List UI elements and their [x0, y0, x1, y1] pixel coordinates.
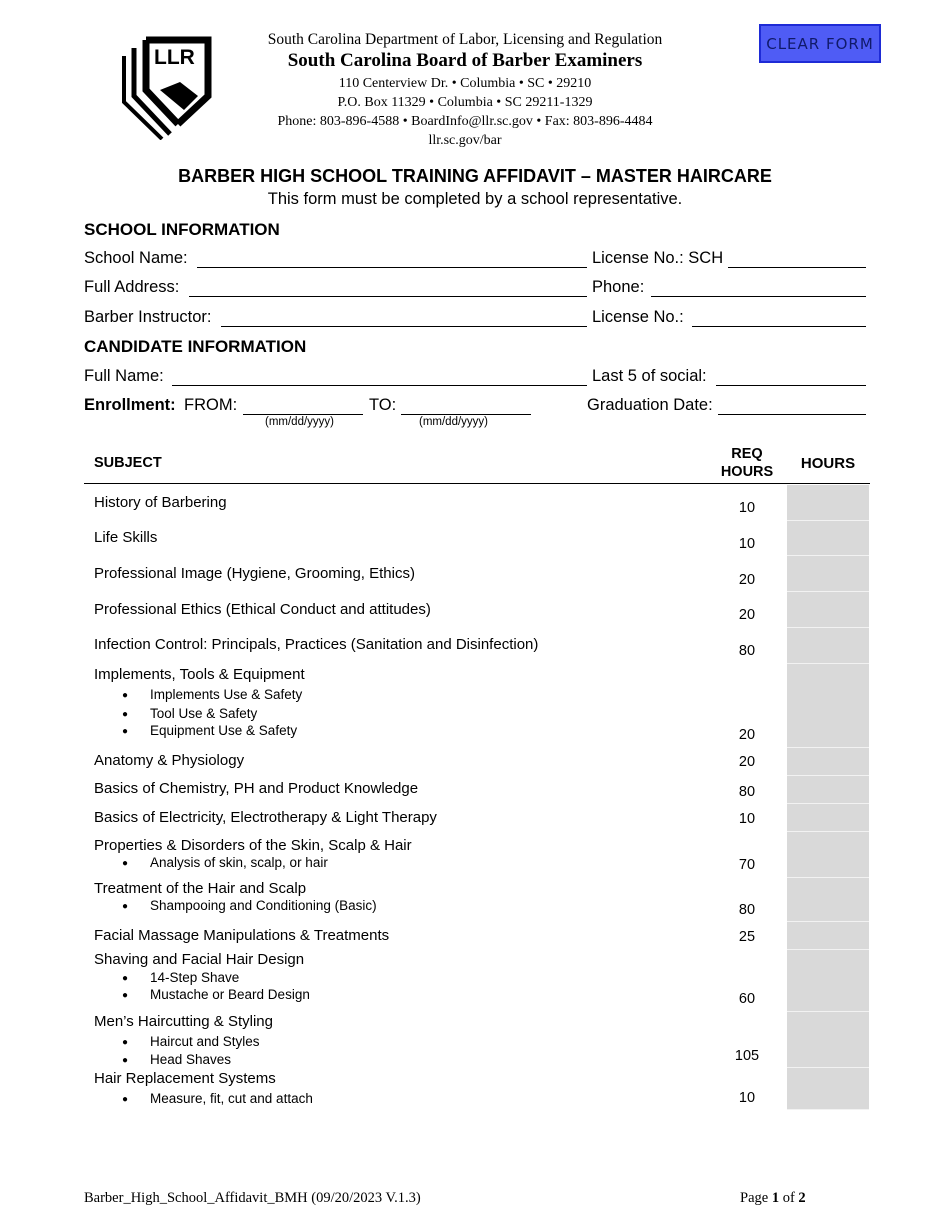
- instructor-license-field[interactable]: [692, 306, 866, 327]
- bullet-icon: ●: [122, 901, 129, 912]
- subject-subitem: Equipment Use & Safety: [150, 723, 298, 738]
- website: llr.sc.gov/bar: [428, 133, 502, 148]
- hours-input-cell[interactable]: [787, 521, 869, 556]
- hours-input-cell[interactable]: [787, 664, 869, 748]
- subject-subitem: Mustache or Beard Design: [150, 987, 310, 1002]
- to-label: TO:: [369, 396, 397, 414]
- form-subtitle: This form must be completed by a school representative.: [267, 190, 683, 208]
- bullet-icon: ●: [122, 973, 129, 984]
- instructor-license-label: License No.:: [592, 308, 684, 326]
- required-hours: 20: [738, 727, 756, 743]
- contact-line: Phone: 803-896-4588 • BoardInfo@llr.sc.gov • Fax: 803-896-4484: [277, 114, 653, 129]
- footer-page-number: [740, 1190, 806, 1207]
- school-info-heading: SCHOOL INFORMATION: [84, 220, 280, 239]
- subject-header: SUBJECT: [94, 455, 162, 471]
- form-title: BARBER HIGH SCHOOL TRAINING AFFIDAVIT – MASTER HAIRCARE: [178, 166, 772, 186]
- hours-input-cell[interactable]: [787, 922, 869, 950]
- subject-title: Professional Image (Hygiene, Grooming, Ethics): [94, 565, 415, 582]
- subject-title: History of Barbering: [94, 494, 227, 511]
- subject-subitem: Implements Use & Safety: [150, 687, 303, 702]
- subject-title: Shaving and Facial Hair Design: [94, 951, 305, 968]
- page-current: 1: [771, 1190, 780, 1206]
- required-hours: 10: [738, 536, 756, 552]
- subject-title: Basics of Chemistry, PH and Product Knowledge: [94, 780, 419, 797]
- from-label: FROM:: [184, 396, 238, 414]
- required-hours: 60: [738, 991, 756, 1007]
- department-name: South Carolina Department of Labor, Licensing and Regulation: [267, 31, 663, 48]
- bullet-icon: ●: [122, 1055, 129, 1066]
- enrollment-from-field[interactable]: [243, 394, 363, 415]
- full-name-field[interactable]: [172, 365, 587, 386]
- phone-label: Phone:: [592, 278, 645, 296]
- required-hours: 80: [738, 784, 756, 800]
- subject-title: Treatment of the Hair and Scalp: [94, 880, 307, 897]
- enrollment-label: Enrollment:: [84, 396, 176, 414]
- hours-input-cell[interactable]: [787, 832, 869, 878]
- enrollment-to-field[interactable]: [401, 394, 531, 415]
- subject-title: Anatomy & Physiology: [94, 752, 245, 769]
- hours-input-cell[interactable]: [787, 804, 869, 832]
- footer-doc-id: Barber_High_School_Affidavit_BMH (09/20/2023 V.1.3): [84, 1190, 421, 1206]
- subject-subitem: Head Shaves: [150, 1052, 232, 1067]
- of-word: of: [782, 1190, 795, 1206]
- hours-input-cell[interactable]: [787, 776, 869, 804]
- page-word: Page: [740, 1190, 769, 1206]
- subject-subitem: 14-Step Shave: [150, 970, 240, 985]
- required-hours: 80: [738, 902, 756, 918]
- street-address: 110 Centerview Dr. • Columbia • SC • 29210: [338, 76, 592, 91]
- phone-field[interactable]: [651, 276, 866, 297]
- subject-title: Facial Massage Manipulations & Treatments: [94, 927, 390, 944]
- subject-subitem: Shampooing and Conditioning (Basic): [150, 898, 377, 913]
- license-sch-label: License No.: SCH: [592, 249, 724, 267]
- bullet-icon: ●: [122, 726, 129, 737]
- hours-input-cell[interactable]: [787, 485, 869, 521]
- hours-input-cell[interactable]: [787, 878, 869, 922]
- subject-subitem: Haircut and Styles: [150, 1034, 260, 1049]
- subject-title: Life Skills: [94, 529, 158, 546]
- school-name-field[interactable]: [197, 247, 587, 268]
- clear-form-button[interactable]: CLEAR FORM: [759, 24, 881, 63]
- subject-title: Properties & Disorders of the Skin, Scalp & Hair: [94, 837, 412, 854]
- school-name-label: School Name:: [84, 249, 188, 267]
- bullet-icon: ●: [122, 858, 129, 869]
- required-hours: 10: [738, 811, 756, 827]
- license-sch-field[interactable]: [728, 247, 866, 268]
- subject-subitem: Tool Use & Safety: [150, 706, 258, 721]
- hours-input-cell[interactable]: [787, 748, 869, 776]
- required-hours: 25: [738, 929, 756, 945]
- required-hours: 80: [738, 643, 756, 659]
- bullet-icon: ●: [122, 1037, 129, 1048]
- required-hours: 105: [734, 1048, 760, 1064]
- instructor-field[interactable]: [221, 306, 587, 327]
- required-hours: 10: [738, 1090, 756, 1106]
- from-date-format: (mm/dd/yyyy): [265, 416, 334, 428]
- required-hours: 20: [738, 754, 756, 770]
- required-hours: 10: [738, 500, 756, 516]
- subject-title: Basics of Electricity, Electrotherapy & Light Therapy: [94, 809, 437, 826]
- bullet-icon: ●: [122, 690, 129, 701]
- hours-header: HOURS: [800, 455, 856, 472]
- bullet-icon: ●: [122, 990, 129, 1001]
- page-total: 2: [798, 1190, 806, 1206]
- full-address-field[interactable]: [189, 276, 587, 297]
- llr-logo: [118, 34, 213, 140]
- po-box: P.O. Box 11329 • Columbia • SC 29211-1329: [337, 95, 593, 110]
- hours-input-cell[interactable]: [787, 556, 869, 592]
- board-name: South Carolina Board of Barber Examiners: [287, 50, 643, 71]
- req-hours-header-line2: HOURS: [720, 464, 774, 480]
- table-header-rule: [84, 483, 870, 484]
- hours-input-cell[interactable]: [787, 1068, 869, 1110]
- subject-title: Implements, Tools & Equipment: [94, 666, 305, 683]
- bullet-icon: ●: [122, 709, 129, 720]
- graduation-label: Graduation Date:: [587, 396, 713, 414]
- to-date-format: (mm/dd/yyyy): [419, 416, 488, 428]
- graduation-date-field[interactable]: [718, 394, 866, 415]
- subject-title: Infection Control: Principals, Practices (Sanitation and Disinfection): [94, 636, 539, 653]
- required-hours: 20: [738, 572, 756, 588]
- hours-input-cell[interactable]: [787, 592, 869, 628]
- req-hours-header-line1: REQ: [731, 446, 763, 462]
- subject-title: Professional Ethics (Ethical Conduct and attitudes): [94, 601, 431, 618]
- candidate-info-heading: CANDIDATE INFORMATION: [84, 337, 307, 356]
- instructor-label: Barber Instructor:: [84, 308, 212, 326]
- ssn-label: Last 5 of social:: [592, 367, 707, 385]
- subject-subitem: Measure, fit, cut and attach: [150, 1091, 313, 1106]
- hours-input-cell[interactable]: [787, 628, 869, 664]
- logo-text: LLR: [154, 46, 195, 69]
- required-hours: 20: [738, 607, 756, 623]
- subject-subitem: Analysis of skin, scalp, or hair: [150, 855, 328, 870]
- full-address-label: Full Address:: [84, 278, 180, 296]
- bullet-icon: ●: [122, 1094, 129, 1105]
- hours-input-cell[interactable]: [787, 950, 869, 1012]
- subject-title: Men’s Haircutting & Styling: [94, 1013, 273, 1030]
- full-name-label: Full Name:: [84, 367, 164, 385]
- hours-input-cell[interactable]: [787, 1012, 869, 1068]
- subject-title: Hair Replacement Systems: [94, 1070, 276, 1087]
- ssn-field[interactable]: [716, 365, 866, 386]
- required-hours: 70: [738, 857, 756, 873]
